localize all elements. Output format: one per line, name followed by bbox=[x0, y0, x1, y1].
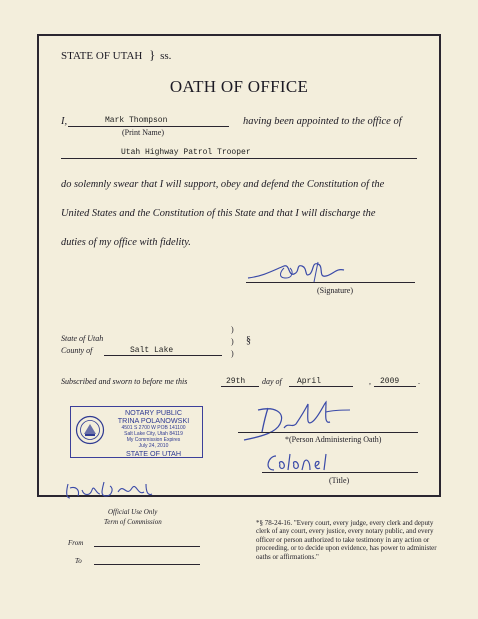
official-use-label: Official Use Only bbox=[108, 508, 158, 516]
venue-paren-3: ) bbox=[231, 349, 234, 358]
signature-label: (Signature) bbox=[317, 286, 353, 295]
month-line bbox=[289, 386, 353, 387]
notary-initial-scribble bbox=[62, 478, 158, 502]
year-comma: , bbox=[369, 377, 371, 386]
state-label: STATE OF UTAH bbox=[61, 50, 143, 62]
header-brace: } bbox=[149, 47, 156, 62]
administering-label: *(Person Administering Oath) bbox=[285, 435, 382, 444]
statute-note: *§ 78-24-16. "Every court, every judge, every clerk and deputy clerk of any court, every justice, every notary public, and every officer or person authorized to take testimony in any action or proceeding, or to decide upon evidence, has power to administer oaths or affirmations." bbox=[256, 519, 437, 561]
oath-line-2: United States and the Constitution of this State and that I will discharge the bbox=[61, 208, 376, 219]
stamp-line-4: Salt Lake City, Utah 84119 bbox=[124, 431, 183, 437]
term-to-line[interactable] bbox=[94, 564, 200, 565]
print-name-label: (Print Name) bbox=[122, 128, 164, 137]
office-value: Utah Highway Patrol Trooper bbox=[121, 148, 251, 157]
oath-pronoun: I, bbox=[61, 116, 68, 127]
venue-paren-2: ) bbox=[231, 337, 234, 346]
day-line bbox=[221, 386, 259, 387]
venue-county-label: County of bbox=[61, 346, 93, 355]
month-value: April bbox=[297, 377, 322, 386]
document-title: OATH OF OFFICE bbox=[169, 77, 309, 96]
notary-stamp bbox=[70, 406, 203, 458]
term-from-label: From bbox=[68, 539, 84, 547]
day-of-label: day of bbox=[262, 377, 282, 386]
year-period: . bbox=[418, 377, 420, 386]
term-of-commission-label: Term of Commission bbox=[104, 518, 162, 526]
subscribed-prefix: Subscribed and sworn to before me this bbox=[61, 377, 188, 386]
term-to-label: To bbox=[75, 557, 82, 565]
oath-line-3: duties of my office with fidelity. bbox=[61, 237, 191, 248]
county-line bbox=[104, 355, 222, 356]
stamp-line-6: July 24, 2010 bbox=[138, 443, 169, 449]
section-mark: § bbox=[246, 335, 251, 346]
stamp-line-5: My Commission Expires bbox=[126, 437, 181, 443]
county-value: Salt Lake bbox=[130, 346, 174, 355]
venue-paren-1: ) bbox=[231, 325, 234, 334]
stamp-line-2: TRINA POLANOWSKI bbox=[117, 416, 190, 425]
appointed-text: having been appointed to the office of bbox=[243, 116, 402, 127]
print-name-value: Mark Thompson bbox=[105, 116, 168, 125]
print-name-line bbox=[68, 126, 229, 127]
administering-line bbox=[238, 432, 418, 433]
title-handwriting bbox=[262, 452, 332, 474]
stamp-line-7: STATE OF UTAH bbox=[125, 449, 182, 458]
year-line bbox=[374, 386, 416, 387]
year-value: 2009 bbox=[380, 377, 400, 386]
state-seal-icon bbox=[75, 415, 105, 445]
signature-line bbox=[246, 282, 415, 283]
venue-state-label: State of Utah bbox=[61, 334, 104, 343]
ss-label: ss. bbox=[160, 50, 172, 62]
stamp-line-3: 4501 S 2700 W POB 141100 bbox=[121, 425, 186, 431]
oath-line-1: do solemnly swear that I will support, obey and defend the Constitution of the bbox=[61, 179, 385, 190]
state-header bbox=[61, 47, 171, 63]
stamp-line-1: NOTARY PUBLIC bbox=[124, 408, 183, 417]
term-from-line[interactable] bbox=[94, 546, 200, 547]
office-line bbox=[61, 158, 417, 159]
title-label: (Title) bbox=[329, 476, 350, 485]
title-line bbox=[262, 472, 418, 473]
day-value: 29th bbox=[226, 377, 246, 386]
